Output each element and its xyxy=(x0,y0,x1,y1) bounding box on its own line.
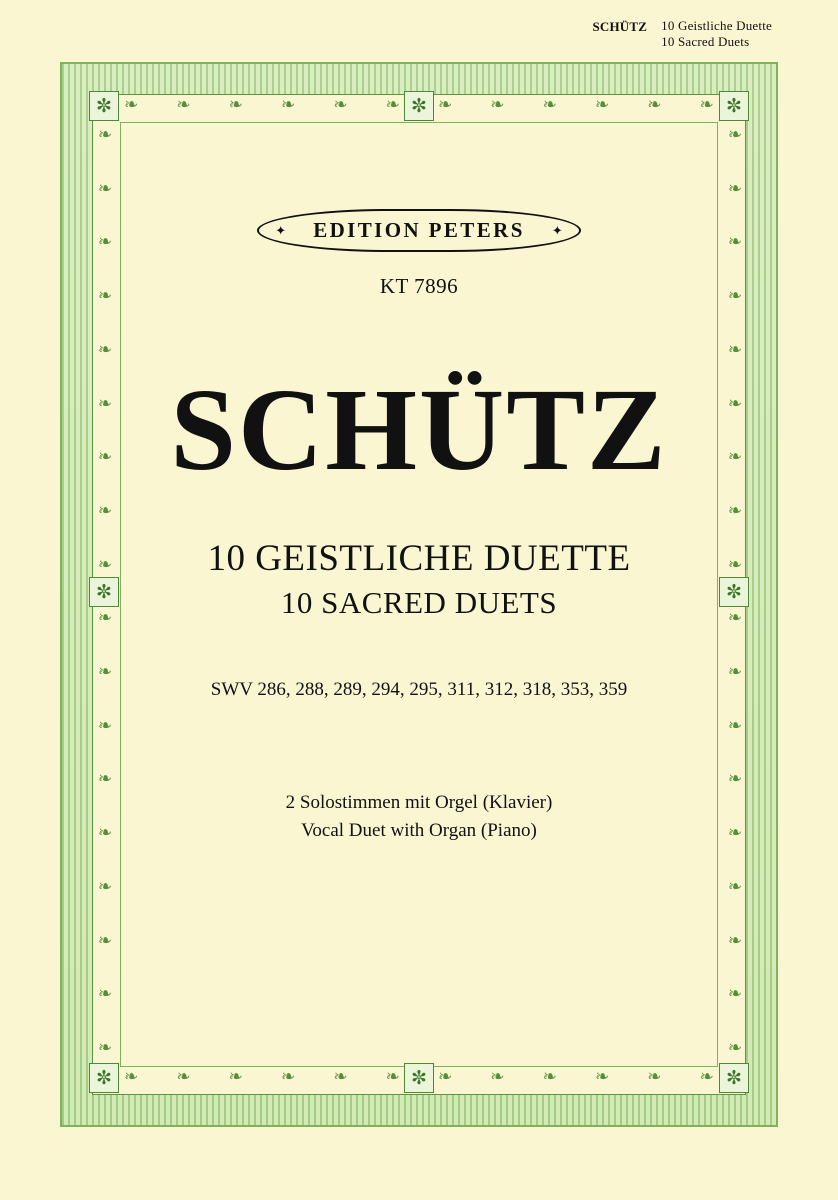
scroll-motif-icon: ❧ xyxy=(594,95,610,114)
scroll-motif-icon: ❧ xyxy=(176,95,191,114)
scroll-motif-icon: ❧ xyxy=(97,393,113,413)
scroll-motif-icon: ❧ xyxy=(594,1067,610,1086)
scroll-motif-icon: ❧ xyxy=(97,608,113,628)
scroll-motif-icon: ❧ xyxy=(727,662,743,682)
scroll-motif-icon: ❧ xyxy=(176,1067,191,1086)
scroll-motif-icon: ❧ xyxy=(727,286,743,306)
scroll-motif-icon: ❧ xyxy=(727,608,743,628)
publisher-logo-text: ✦ EDITION PETERS xyxy=(313,218,525,242)
running-head-composer: SCHÜTZ xyxy=(592,19,648,34)
scroll-motif-icon: ❧ xyxy=(333,95,348,114)
scroll-motif-icon: ❧ xyxy=(727,554,743,574)
scroll-motif-icon: ❧ xyxy=(97,339,113,359)
running-head xyxy=(592,18,772,51)
scroll-motif-icon: ❧ xyxy=(727,178,743,198)
scroll-motif-icon: ❧ xyxy=(333,1067,348,1086)
scroll-motif-icon: ❧ xyxy=(727,715,743,735)
edge-ornament-icon xyxy=(404,1063,434,1093)
work-title-german: 10 GEISTLICHE DUETTE xyxy=(207,538,631,579)
edge-ornament-icon xyxy=(719,577,749,607)
scroll-motif-icon: ❧ xyxy=(97,984,113,1004)
scroll-motif-icon: ❧ xyxy=(97,447,113,467)
scroll-motif-icon: ❧ xyxy=(124,95,139,114)
scroll-motif-icon: ❧ xyxy=(542,95,557,114)
scroll-motif-icon: ❧ xyxy=(490,95,505,114)
scroll-motif-icon: ❧ xyxy=(280,1067,296,1086)
corner-ornament-icon xyxy=(89,91,119,121)
corner-ornament-icon xyxy=(719,91,749,121)
publisher-logo xyxy=(120,209,718,252)
scroll-motif-icon: ❧ xyxy=(97,125,113,144)
publisher-logo-cartouche xyxy=(257,209,581,252)
scroll-motif-icon: ❧ xyxy=(437,1067,453,1086)
scroll-motif-icon: ❧ xyxy=(727,339,743,359)
edge-ornament-icon xyxy=(89,577,119,607)
edge-ornament-icon xyxy=(404,91,434,121)
scoring-block xyxy=(120,789,718,844)
scroll-motif-icon: ❧ xyxy=(727,1037,743,1057)
scroll-motif-icon: ❧ xyxy=(437,95,453,114)
plate-number: KT 7896 xyxy=(379,274,459,298)
corner-ornament-icon xyxy=(89,1063,119,1093)
scroll-motif-icon: ❧ xyxy=(97,1037,113,1057)
scroll-motif-icon: ❧ xyxy=(228,95,243,114)
scroll-motif-icon: ❧ xyxy=(727,876,743,896)
scroll-motif-icon: ❧ xyxy=(97,500,113,520)
scroll-motif-icon: ❧ xyxy=(542,1067,557,1086)
corner-ornament-icon xyxy=(719,1063,749,1093)
scroll-motif-icon: ❧ xyxy=(490,1067,505,1086)
scroll-motif-icon: ❧ xyxy=(97,823,113,843)
running-head-titles xyxy=(661,18,772,51)
scroll-motif-icon: ❧ xyxy=(124,1067,139,1086)
scroll-motif-icon: ❧ xyxy=(97,286,113,306)
scroll-motif-icon: ❧ xyxy=(385,95,400,114)
scroll-motif-icon: ❧ xyxy=(97,876,113,896)
scroll-motif-icon: ❧ xyxy=(97,232,113,252)
scoring-german: 2 Solostimmen mit Orgel (Klavier) xyxy=(285,792,553,813)
running-head-title-de: 10 Geistliche Duette xyxy=(661,18,772,33)
scroll-motif-icon: ❧ xyxy=(727,984,743,1004)
catalogue-numbers: SWV 286, 288, 289, 294, 295, 311, 312, 318, 353, 359 xyxy=(210,679,628,700)
scroll-motif-icon: ❧ xyxy=(97,715,113,735)
scoring-english: Vocal Duet with Organ (Piano) xyxy=(301,819,537,841)
scroll-motif-icon: ❧ xyxy=(97,662,113,682)
scroll-motif-icon: ❧ xyxy=(385,1067,400,1086)
running-head-title-en: 10 Sacred Duets xyxy=(661,34,750,50)
scroll-motif-icon: ❧ xyxy=(727,447,743,467)
scroll-motif-icon: ❧ xyxy=(727,125,743,144)
scroll-motif-icon: ❧ xyxy=(727,823,743,843)
scroll-motif-icon: ❧ xyxy=(228,1067,243,1086)
scroll-motif-icon: ❧ xyxy=(97,769,113,789)
scroll-motif-icon: ❧ xyxy=(280,95,296,114)
work-title-english: 10 SACRED DUETS xyxy=(280,585,558,620)
composer-name: SCHÜTZ xyxy=(170,364,668,495)
scroll-motif-icon: ❧ xyxy=(97,930,113,950)
scroll-motif-icon: ❧ xyxy=(97,554,113,574)
scroll-motif-icon: ❧ xyxy=(727,393,743,413)
scroll-motif-icon: ❧ xyxy=(699,1067,714,1086)
scroll-motif-icon: ❧ xyxy=(97,178,113,198)
cover-content xyxy=(120,122,718,1067)
scroll-motif-icon: ❧ xyxy=(699,95,714,114)
scroll-motif-icon: ❧ xyxy=(727,769,743,789)
scroll-motif-icon: ❧ xyxy=(727,500,743,520)
scroll-motif-icon: ❧ xyxy=(647,95,662,114)
scroll-motif-icon: ❧ xyxy=(727,232,743,252)
scroll-motif-icon: ❧ xyxy=(647,1067,662,1086)
scroll-motif-icon: ❧ xyxy=(727,930,743,950)
